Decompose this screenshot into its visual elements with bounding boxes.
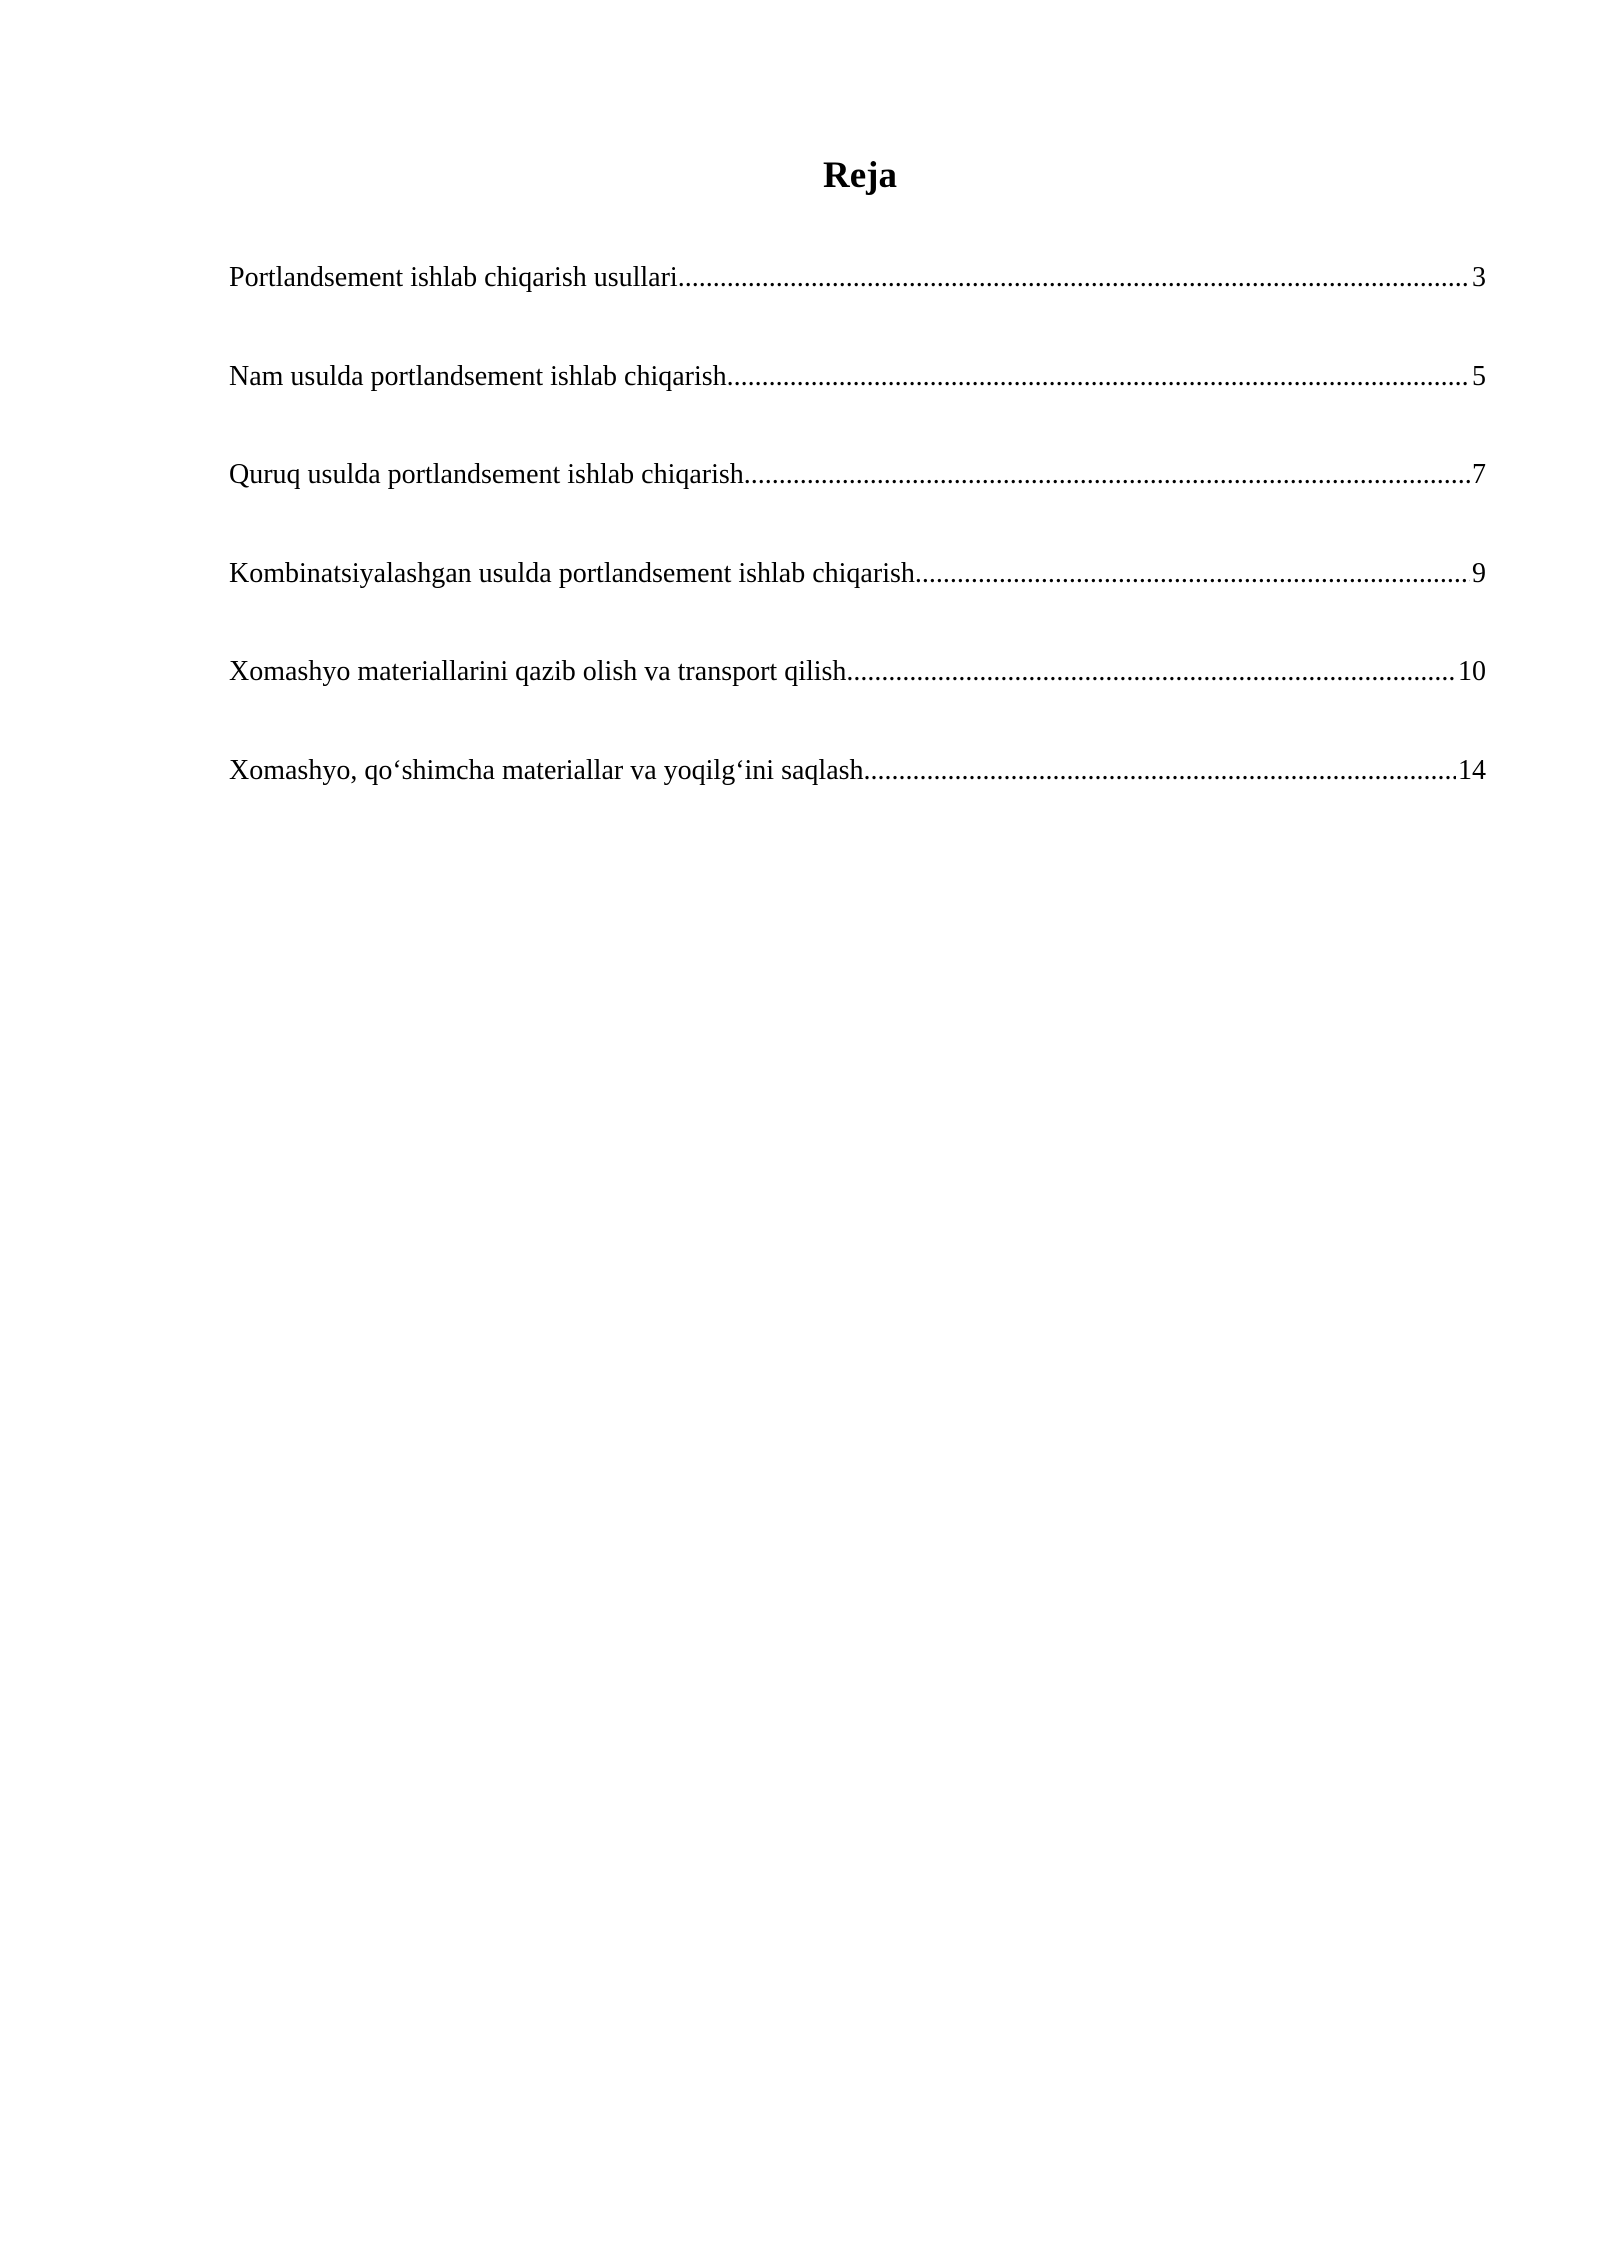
toc-entry-title: Kombinatsiyalashgan usulda portlandsement ishlab chiqarish <box>229 557 915 589</box>
toc-entry-page-number: 14 <box>1458 754 1486 786</box>
toc-entry-title: Xomashyo materiallarini qazib olish va transport qilish <box>229 656 847 687</box>
toc-dot-leader <box>846 652 1456 692</box>
toc-entry-page-number: 3 <box>1472 262 1486 293</box>
toc-entry-page-number: 5 <box>1472 360 1486 392</box>
toc-entry-title: Quruq usulda portlandsement ishlab chiqarish <box>229 459 744 490</box>
toc-dot-leader <box>744 455 1470 495</box>
toc-entry[interactable] <box>229 258 1486 357</box>
toc-dot-leader <box>678 258 1470 298</box>
toc-entry-title: Xomashyo, qo‘shimcha materiallar va yoqilg‘ini saqlash <box>229 754 864 786</box>
toc-entry-title: Portlandsement ishlab chiqarish usullari <box>229 262 678 293</box>
toc-entry[interactable] <box>229 357 1486 456</box>
toc-entry-page-number: 7 <box>1472 459 1486 490</box>
toc-entry-page-number: 9 <box>1472 557 1486 589</box>
toc-entry[interactable] <box>229 455 1486 554</box>
toc-dot-leader <box>727 357 1470 397</box>
toc-entry-page-number: 10 <box>1458 656 1486 687</box>
table-of-contents <box>229 258 1486 849</box>
toc-entry-title: Nam usulda portlandsement ishlab chiqarish <box>229 360 727 392</box>
toc-entry[interactable] <box>229 554 1486 653</box>
toc-dot-leader <box>864 751 1456 791</box>
toc-entry[interactable] <box>229 652 1486 751</box>
page-title: Reja <box>823 155 897 196</box>
toc-entry[interactable] <box>229 751 1486 850</box>
toc-dot-leader <box>915 554 1470 594</box>
